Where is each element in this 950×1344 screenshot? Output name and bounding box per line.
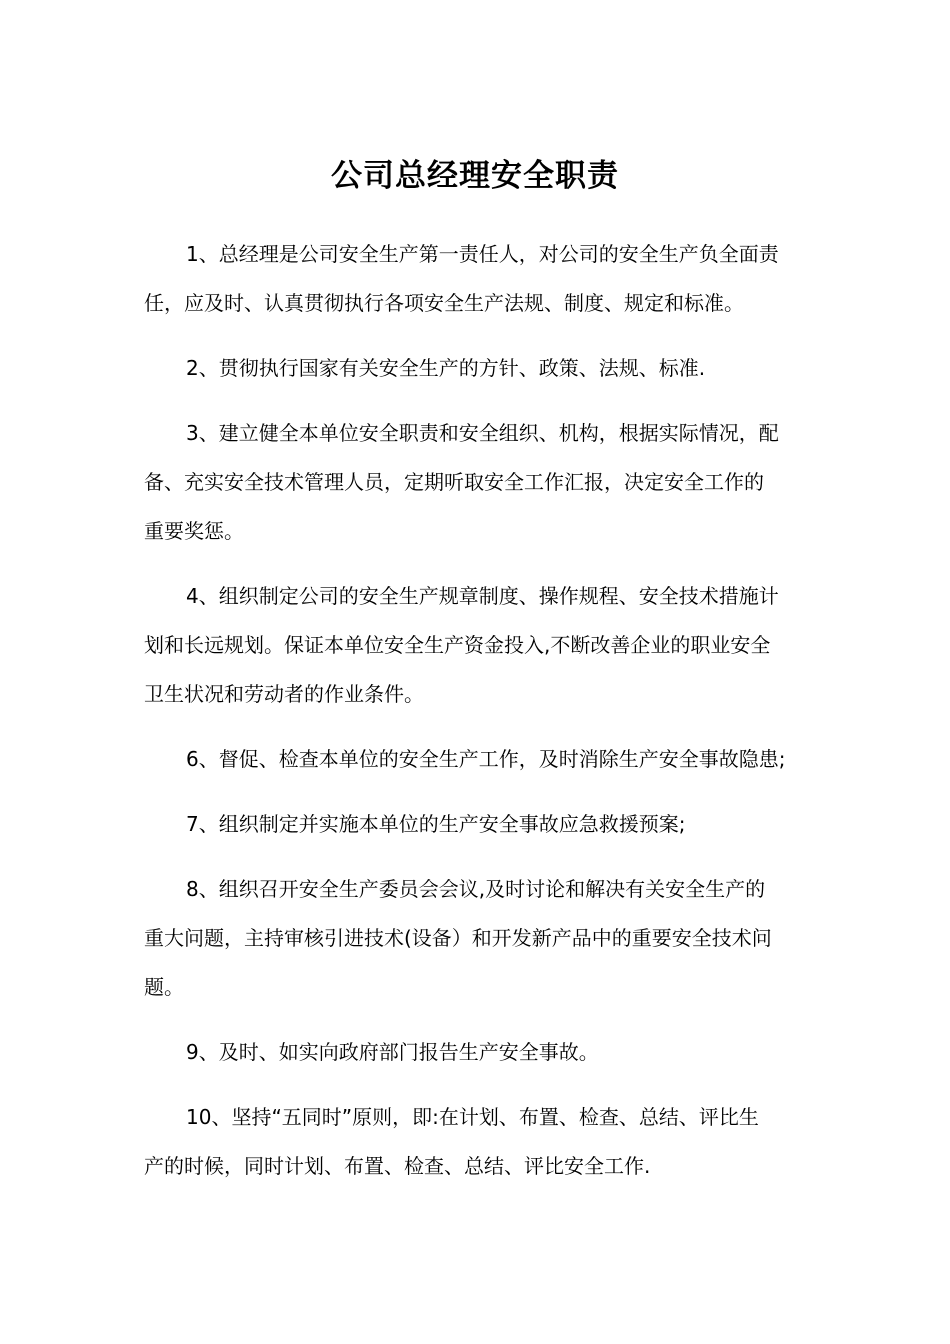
paragraph-line: 6、督促、检查本单位的安全生产工作，及时消除生产安全事故隐患; bbox=[186, 747, 786, 771]
paragraph-line: 2、贯彻执行国家有关安全生产的方针、政策、法规、标准. bbox=[186, 356, 706, 380]
paragraph-line: 题。 bbox=[144, 975, 184, 999]
paragraph-line: 4、组织制定公司的安全生产规章制度、操作规程、安全技术措施计 bbox=[186, 584, 779, 608]
paragraph-line: 划和长远规划。保证本单位安全生产资金投入,不断改善企业的职业安全 bbox=[144, 633, 771, 657]
paragraph-line: 备、充实安全技术管理人员，定期听取安全工作汇报，决定安全工作的 bbox=[144, 470, 764, 494]
paragraph-line: 产的时候，同时计划、布置、检查、总结、评比安全工作. bbox=[144, 1154, 651, 1178]
paragraph-1 bbox=[144, 230, 806, 328]
paragraph-8 bbox=[144, 865, 806, 1012]
paragraph-4 bbox=[144, 572, 806, 719]
paragraph-line: 1、总经理是公司安全生产第一责任人，对公司的安全生产负全面责 bbox=[186, 242, 779, 266]
paragraph-line: 7、组织制定并实施本单位的生产安全事故应急救援预案; bbox=[186, 812, 686, 836]
paragraph-line: 卫生状况和劳动者的作业条件。 bbox=[144, 682, 424, 706]
paragraph-2 bbox=[144, 344, 806, 393]
paragraph-line: 3、建立健全本单位安全职责和安全组织、机构，根据实际情况，配 bbox=[186, 421, 779, 445]
paragraph-line: 重要奖惩。 bbox=[144, 519, 244, 543]
paragraph-9 bbox=[144, 1028, 806, 1077]
paragraph-line: 10、坚持“五同时”原则，即:在计划、布置、检查、总结、评比生 bbox=[186, 1105, 759, 1129]
paragraph-line: 8、组织召开安全生产委员会会议,及时讨论和解决有关安全生产的 bbox=[186, 877, 766, 901]
document-title: 公司总经理安全职责 bbox=[331, 158, 619, 194]
paragraph-line: 重大问题，主持审核引进技术(设备）和开发新产品中的重要安全技术问 bbox=[144, 926, 772, 950]
paragraph-7 bbox=[144, 800, 806, 849]
paragraph-line: 9、及时、如实向政府部门报告生产安全事故。 bbox=[186, 1040, 599, 1064]
paragraph-10 bbox=[144, 1093, 806, 1191]
paragraph-line: 任，应及时、认真贯彻执行各项安全生产法规、制度、规定和标准。 bbox=[144, 291, 744, 315]
paragraph-3 bbox=[144, 409, 806, 556]
paragraph-6 bbox=[144, 735, 806, 784]
document-body bbox=[144, 230, 806, 1207]
